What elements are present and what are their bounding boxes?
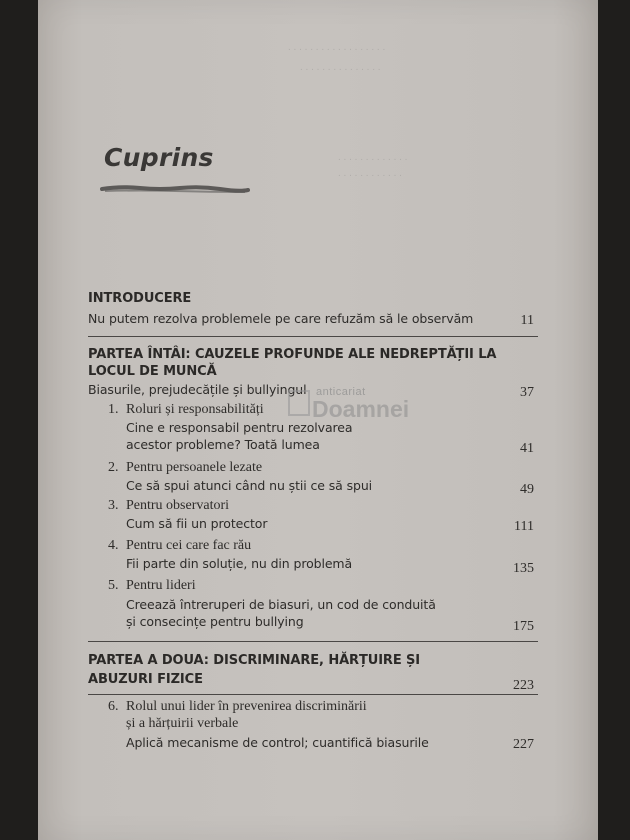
watermark-main-text: Doamnei <box>312 396 410 422</box>
bleed-through-text: . . . . . . . . . . . . <box>338 168 402 179</box>
chapter-title: Pentru lideri <box>126 578 196 593</box>
chapter-number: 3. <box>108 498 119 513</box>
section-divider <box>88 336 538 337</box>
chapter-subtitle-line: Fii parte din soluție, nu din problemă <box>126 556 353 571</box>
chapter-number: 2. <box>108 460 119 475</box>
chapter-number: 6. <box>108 699 119 714</box>
chapter-subtitle-line: și consecințe pentru bullying <box>126 614 304 629</box>
part1-heading-line1: PARTEA ÎNTÂI: CAUZELE PROFUNDE ALE NEDREPTĂȚII LA <box>88 347 497 362</box>
chapter-subtitle-line: Aplică mecanisme de control; cuantifică biasurile <box>126 735 429 750</box>
part1-subtitle: Biasurile, prejudecățile și bullyingul <box>88 382 307 397</box>
chapter-page-number: 41 <box>520 441 534 456</box>
book-page <box>38 0 598 840</box>
chapter-number: 1. <box>108 402 119 417</box>
part2-heading-line1: PARTEA A DOUA: DISCRIMINARE, HĂRȚUIRE ȘI <box>88 653 421 668</box>
watermark-top-text: anticariat <box>316 386 366 398</box>
chapter-subtitle-line: Cum să fii un protector <box>126 516 268 531</box>
intro-subtitle: Nu putem rezolva problemele pe care refuzăm să le observăm <box>88 311 474 326</box>
part1-page-number: 37 <box>520 385 534 400</box>
chapter-page-number: 227 <box>513 737 534 752</box>
bleed-through-text: . . . . . . . . . . . . . . . <box>300 62 381 73</box>
intro-heading: INTRODUCERE <box>88 291 192 306</box>
chapter-title: Rolul unui lider în prevenirea discriminării <box>126 699 367 714</box>
chapter-page-number: 175 <box>513 619 534 634</box>
watermark-logo-icon <box>288 390 310 416</box>
chapter-subtitle-line: Ce să spui atunci când nu știi ce să spui <box>126 478 373 493</box>
part2-heading-line2: ABUZURI FIZICE <box>88 672 203 687</box>
bleed-through-text: . . . . . . . . . . . . . . . . . . <box>288 42 386 53</box>
chapter-page-number: 111 <box>514 519 534 534</box>
chapter-title-line2: și a hărțuirii verbale <box>126 716 239 731</box>
table-of-contents <box>38 0 598 840</box>
chapter-number: 4. <box>108 538 119 553</box>
chapter-number: 5. <box>108 578 119 593</box>
chapter-title: Roluri și responsabilități <box>126 402 264 417</box>
chapter-subtitle-line: acestor probleme? Toată lumea <box>126 437 320 452</box>
chapter-page-number: 49 <box>520 482 534 497</box>
chapter-page-number: 135 <box>513 561 534 576</box>
section-divider <box>88 641 538 642</box>
section-divider <box>88 694 538 695</box>
chapter-title: Pentru persoanele lezate <box>126 460 263 475</box>
chapter-title: Pentru observatori <box>126 498 230 513</box>
page-title: Cuprins <box>104 143 214 172</box>
part2-page-number: 223 <box>513 678 534 693</box>
chapter-subtitle-line: Creează întreruperi de biasuri, un cod de conduită <box>126 597 436 612</box>
bleed-through-text: . . . . . . . . . . . . . <box>338 152 408 163</box>
intro-page-number: 11 <box>520 313 534 328</box>
chapter-title: Pentru cei care fac rău <box>126 538 252 553</box>
part1-heading-line2: LOCUL DE MUNCĂ <box>88 364 217 379</box>
chapter-subtitle-line: Cine e responsabil pentru rezolvarea <box>126 420 353 435</box>
